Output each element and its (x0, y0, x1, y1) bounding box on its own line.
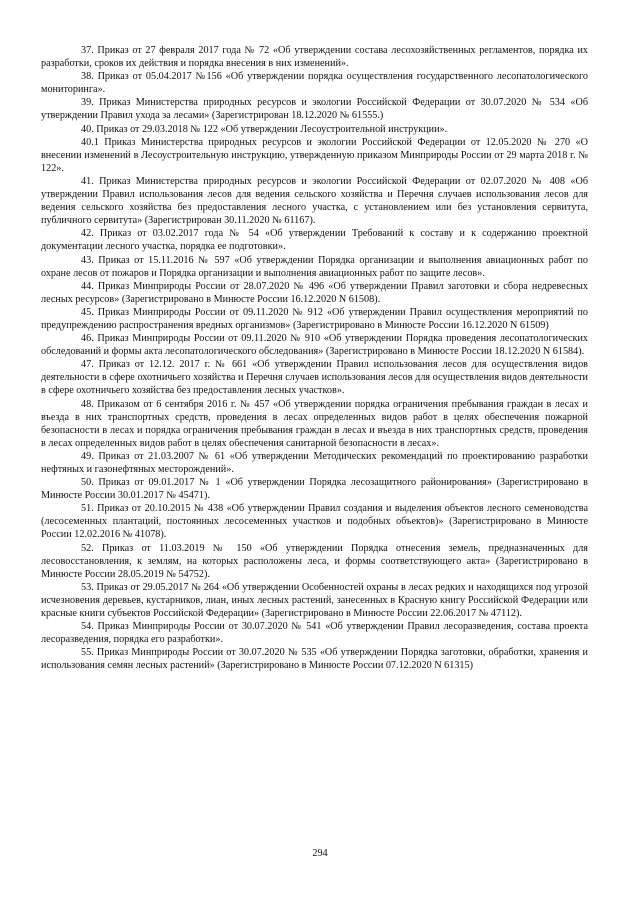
paragraph-50: 50. Приказ от 09.01.2017 № 1 «Об утверждении Порядка лесозащитного районирования» (Зарегистрировано в Минюсте России 30.01.2017 № 45471). (41, 477, 588, 502)
paragraph-40: 40. Приказ от 29.03.2018 № 122 «Об утверждении Лесоустроительной инструкции». (81, 123, 448, 135)
paragraph-41: 41. Приказ Министерства природных ресурсов и экологии Российской Федерации от 02.07.2020 № 408 «Об утверждении Правил использования лесов для ведения сельского хозяйства и Перечня случаев использования лесов для ведения сельского хозяйства без предоставления лесного участка, с установлением или без установления сервитута, публичного сервитута» (Зарегистрирован 30.11.2020 № 61167). (41, 175, 588, 227)
paragraph-52: 52. Приказ от 11.03.2019 № 150 «Об утверждении Порядка отнесения земель, предназначенных для лесовосстановления, к землям, на которых расположены леса, и формы соответствующего акта» (Зарегистрировано в Минюсте России 28.05.2019 № 54752). (41, 542, 588, 580)
paragraph-39: 39. Приказ Министерства природных ресурсов и экологии Российской Федерации от 30.07.2020 № 534 «Об утверждении Правил ухода за лесами» (Зарегистрирован 18.12.2020 № 61555.) (41, 97, 588, 122)
paragraph-47: 47. Приказ от 12.12. 2017 г. № 661 «Об утверждении Правил использования лесов для осуществления видов деятельности в сфере охотничьего хозяйства и Перечня случаев использования лесов для осуществления видов деятельности в сфере охотничьего хозяйства без предоставления лесных участков». (41, 359, 588, 397)
paragraph-37: 37. Приказ от 27 февраля 2017 года № 72 «Об утверждении состава лесохозяйственных регламентов, порядка их разработки, сроков их действия и порядка внесения в них изменений». (41, 45, 588, 70)
paragraph-44: 44. Приказ Минприроды России от 28.07.2020 № 496 «Об утверждении Правил заготовки и сбора недревесных лесных ресурсов» (Зарегистрировано в Минюсте России 16.12.2020 N 61508). (41, 280, 588, 305)
paragraph-48: 48. Приказом от 6 сентября 2016 г. № 457 «Об утверждении порядка ограничения пребывания граждан в лесах и въезда в них транспортных средств, проведения в лесах определенных видов работ в целях обеспечения пожарной безопасности в лесах и порядка ограничения пребывания граждан в лесах и въезда в них транспортных средств, проведения в лесах определенных видов работ в целях обеспечения санитарной безопасности в лесах». (41, 398, 588, 449)
paragraph-49: 49. Приказ от 21.03.2007 № 61 «Об утверждении Методических рекомендаций по проектированию разработки нефтяных и газонефтяных месторождений». (41, 450, 588, 475)
paragraph-45: 45. Приказ Минприроды России от 09.11.2020 № 912 «Об утверждении Правил осуществления мероприятий по предупреждению распространения вредных организмов» (Зарегистрировано в Минюсте России 16.12.2020 N 61509) (41, 306, 588, 331)
paragraph-43: 43. Приказ от 15.11.2016 № 597 «Об утверждении Порядка организации и выполнения авиационных работ по охране лесов от пожаров и Порядка организации и выполнения авиационных работ по защите лесов». (41, 254, 588, 279)
paragraph-55: 55. Приказ Минприроды России от 30.07.2020 № 535 «Об утверждении Порядка заготовки, обработки, хранения и использования семян лесных растений» (Зарегистрировано в Минюсте России 07.12.2020 N 61315) (41, 647, 588, 672)
paragraph-46: 46. Приказ Минприроды России от 09.11.2020 № 910 «Об утверждении Порядка проведения лесопатологических обследований и формы акта лесопатологического обследования» (Зарегистрировано в Минюсте России 18.12.2020 N 61584). (41, 333, 588, 358)
paragraph-51: 51. Приказ от 20.10.2015 № 438 «Об утверждении Правил создания и выделения объектов лесного семеноводства (лесосеменных плантаций, постоянных лесосеменных участков и подобных объектов)» (Зарегистрировано в Минюсте России 12.02.2016 № 41078). (41, 503, 588, 541)
paragraph-38: 38. Приказ от 05.04.2017 №156 «Об утверждении порядка осуществления государственного лесопатологического мониторинга». (41, 71, 588, 96)
paragraph-54: 54. Приказ Минприроды России от 30.07.2020 № 541 «Об утверждении Правил лесоразведения, состава проекта лесоразведения, порядка его разработки». (41, 621, 588, 646)
document-body (41, 44, 588, 673)
paragraph-53: 53. Приказ от 29.05.2017 № 264 «Об утверждении Особенностей охраны в лесах редких и находящихся под угрозой исчезновения деревьев, кустарников, лиан, иных лесных растений, занесенных в Красную книгу Российской Федерации или красные книги субъектов Российской Федерации» (Зарегистрировано в Минюсте России 22.06.2017 № 47112). (41, 581, 588, 620)
paragraph-40-1: 40.1 Приказ Министерства природных ресурсов и экологии Российской Федерации от 12.05.2020 № 270 «О внесении изменений в Лесоустроительную инструкцию, утвержденную приказом Минприроды России от 29 марта 2018 г. № 122». (41, 136, 588, 174)
paragraph-42: 42. Приказ от 03.02.2017 года № 54 «Об утверждении Требований к составу и к содержанию проектной документации лесного участка, порядка ее подготовки». (41, 228, 588, 253)
page-number: 294 (312, 848, 328, 859)
